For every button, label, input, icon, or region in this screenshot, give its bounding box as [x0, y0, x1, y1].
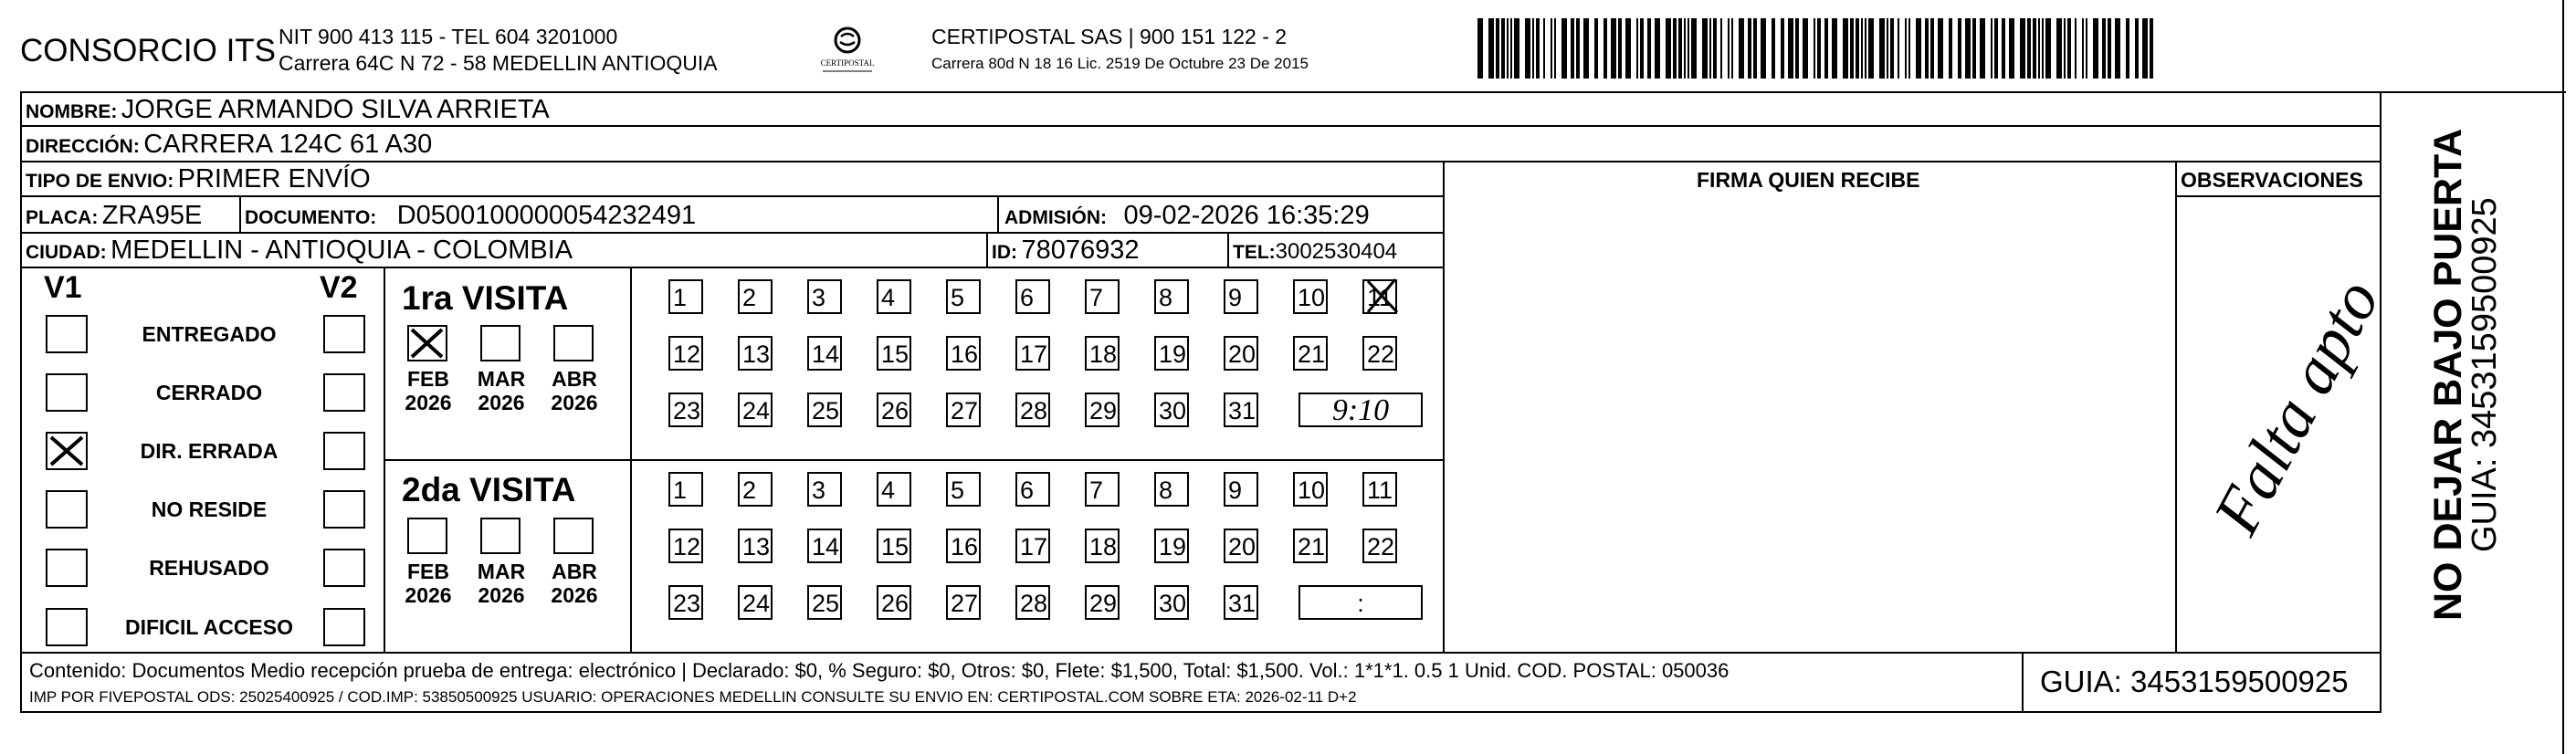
v2-checkbox[interactable] [323, 432, 365, 470]
visit1-day-13[interactable]: 13 [738, 336, 773, 371]
status-option-label: NO RESIDE [151, 497, 268, 521]
visit1-day-5[interactable]: 5 [946, 279, 981, 314]
barcode-bar [2075, 18, 2077, 79]
placa-row [26, 201, 202, 231]
barcode-bar [1879, 18, 1885, 79]
month-name: MAR [477, 560, 526, 583]
placa-value: ZRA95E [101, 201, 203, 230]
barcode-bar [1532, 18, 1534, 79]
month-year: 2026 [405, 583, 452, 607]
admision-value: 09-02-2026 16:35:29 [1123, 201, 1370, 230]
visit1-day-8[interactable]: 8 [1154, 279, 1189, 314]
barcode-bar [1640, 18, 1644, 79]
visit1-day-24[interactable]: 24 [738, 393, 773, 427]
barcode-bar [2064, 18, 2066, 79]
barcode-bar [1772, 18, 1775, 79]
barcode-bar [1814, 18, 1815, 79]
barcode-bar [1496, 18, 1499, 79]
visit2-day-20[interactable]: 20 [1224, 529, 1258, 563]
nombre-value: JORGE ARMANDO SILVA ARRIETA [121, 95, 550, 124]
barcode-bar [1753, 18, 1757, 79]
barcode-bar [1731, 18, 1733, 79]
documento-label: DOCUMENTO: [245, 207, 377, 228]
barcode-bar [1618, 18, 1622, 79]
id-value: 78076932 [1021, 236, 1140, 265]
tel-value: 3002530404 [1275, 239, 1398, 264]
barcode [1477, 18, 2155, 79]
documento-value: D0500100000054232491 [396, 201, 697, 230]
visit1-time-field[interactable]: 9:10 [1299, 393, 1423, 427]
barcode-bar [1739, 18, 1744, 79]
visit2-month-checkbox[interactable] [553, 518, 594, 554]
month-name: FEB [407, 560, 449, 583]
tel-row [1233, 239, 1397, 265]
barcode-bar [1748, 18, 1751, 79]
visit2-day-14[interactable]: 14 [807, 529, 842, 563]
status-option-label: DIR. ERRADA [140, 439, 279, 463]
barcode-bar [1536, 18, 1540, 79]
barcode-bar [2042, 18, 2044, 79]
barcode-bar [1702, 18, 1708, 79]
visit1-month-label [396, 367, 460, 414]
barcode-bar [1843, 18, 1848, 79]
status-option-label: DIFICIL ACCESO [124, 615, 293, 639]
barcode-bar [1898, 18, 1899, 79]
barcode-bar [1525, 18, 1530, 79]
visit1-title: 1ra VISITA [402, 279, 569, 317]
visit2-day-31[interactable]: 31 [1224, 585, 1258, 620]
barcode-bar [1861, 18, 1863, 79]
barcode-bar [2045, 18, 2051, 79]
tipo-value: PRIMER ENVÍO [177, 164, 371, 194]
barcode-bar [1781, 18, 1784, 79]
barcode-bar [1594, 18, 1598, 79]
barcode-bar [1958, 18, 1961, 79]
visit1-day-28[interactable]: 28 [1015, 393, 1050, 427]
id-row [992, 236, 1139, 266]
v1-checkbox[interactable] [46, 373, 88, 412]
form-main-border [20, 91, 2381, 713]
barcode-bar [1991, 18, 1992, 79]
barcode-bar [1824, 18, 1828, 79]
month-year: 2026 [551, 583, 598, 607]
visit2-day-19[interactable]: 19 [1154, 529, 1189, 563]
barcode-bar [1678, 18, 1682, 79]
barcode-bar [2093, 18, 2098, 79]
barcode-bar [2038, 18, 2040, 79]
visit2-month-label [396, 560, 460, 607]
barcode-bar [2033, 18, 2036, 79]
barcode-bar [2082, 18, 2084, 79]
visit1-day-4[interactable]: 4 [877, 279, 911, 314]
observaciones-label: OBSERVACIONES [2181, 168, 2363, 192]
v2-label: V2 [320, 270, 358, 305]
visit2-day-4[interactable]: 4 [877, 472, 911, 507]
v2-checkbox[interactable] [323, 490, 365, 529]
barcode-bar [1856, 18, 1859, 79]
visit2-day-17[interactable]: 17 [1015, 529, 1050, 563]
month-year: 2026 [405, 391, 452, 414]
barcode-bar [1688, 18, 1689, 79]
visit1-month-checkbox[interactable] [407, 325, 447, 361]
barcode-bar [1554, 18, 1556, 79]
visit1-day-16[interactable]: 16 [946, 336, 981, 371]
barcode-bar [1916, 18, 1921, 79]
placa-label: PLACA: [26, 207, 99, 228]
visit2-day-28[interactable]: 28 [1015, 585, 1050, 620]
visit1-day-27[interactable]: 27 [946, 393, 981, 427]
barcode-bar [1666, 18, 1671, 79]
company-name: CONSORCIO ITS [20, 33, 277, 68]
visit2-month-checkbox[interactable] [407, 518, 447, 554]
visit2-day-23[interactable]: 23 [668, 585, 703, 620]
barcode-bar [1571, 18, 1574, 79]
ciudad-label: CIUDAD: [26, 242, 107, 263]
month-name: FEB [407, 367, 449, 391]
visit2-day-10[interactable]: 10 [1293, 472, 1328, 507]
certipostal-address: Carrera 80d N 18 16 Lic. 2519 De Octubre 23 De 2015 [931, 55, 1309, 72]
v2-checkbox[interactable] [323, 549, 365, 587]
month-year: 2026 [551, 391, 598, 414]
visit2-month-label [469, 560, 533, 607]
status-option-label: ENTREGADO [142, 322, 277, 346]
status-option-label: CERRADO [155, 381, 263, 404]
visit2-day-13[interactable]: 13 [738, 529, 773, 563]
footer-content: Contenido: Documentos Medio recepción prueba de entrega: electrónico | Declarado: $0, % Seguro: $0, Otros: $0, Flete: $1,500, Total: $1,500. Vol.: 1*1*1. 0.5 1 Unid. COD. POSTAL: 050036 [29, 659, 1730, 682]
barcode-bar [1887, 18, 1888, 79]
company-address: Carrera 64C N 72 - 58 MEDELLIN ANTIOQUIA [279, 51, 718, 75]
tipo-row [26, 164, 371, 194]
visit2-day-25[interactable]: 25 [807, 585, 842, 620]
barcode-bar [2115, 18, 2120, 79]
v2-checkbox[interactable] [323, 373, 365, 412]
visit1-day-26[interactable]: 26 [877, 393, 911, 427]
visit1-day-30[interactable]: 30 [1154, 393, 1189, 427]
visit1-day-17[interactable]: 17 [1015, 336, 1050, 371]
visit2-day-9[interactable]: 9 [1224, 472, 1258, 507]
month-year: 2026 [478, 583, 525, 607]
visit1-day-25[interactable]: 25 [807, 393, 842, 427]
barcode-bar [1817, 18, 1821, 79]
observation-text: Falta apto [2199, 267, 2393, 546]
barcode-bar [1728, 18, 1730, 79]
visit1-day-22[interactable]: 22 [1362, 336, 1397, 371]
visit2-day-24[interactable]: 24 [738, 585, 773, 620]
barcode-bar [1905, 18, 1907, 79]
visit2-day-1[interactable]: 1 [668, 472, 703, 507]
visit1-day-21[interactable]: 21 [1293, 336, 1328, 371]
visit1-day-6[interactable]: 6 [1015, 279, 1050, 314]
barcode-bar [1647, 18, 1651, 79]
barcode-bar [2142, 18, 2148, 79]
barcode-bar [1850, 18, 1854, 79]
company-nit: NIT 900 413 115 - TEL 604 3201000 [279, 25, 618, 48]
visit1-day-11[interactable]: 11 [1362, 279, 1397, 314]
barcode-bar [1583, 18, 1589, 79]
visit1-day-9[interactable]: 9 [1224, 279, 1258, 314]
visit2-day-26[interactable]: 26 [877, 585, 911, 620]
visit1-day-31[interactable]: 31 [1224, 393, 1258, 427]
visit1-month-label [469, 367, 533, 414]
ciudad-row [26, 236, 573, 266]
barcode-bar [2108, 18, 2111, 79]
barcode-bar [1501, 18, 1505, 79]
visit2-day-15[interactable]: 15 [877, 529, 911, 563]
visit1-day-12[interactable]: 12 [668, 336, 703, 371]
status-option-label: REHUSADO [149, 556, 269, 580]
month-name: ABR [552, 560, 597, 583]
barcode-bar [2150, 18, 2153, 79]
v1-checkbox[interactable] [46, 608, 88, 646]
month-name: ABR [552, 367, 597, 391]
barcode-bar [1949, 18, 1952, 79]
visit1-day-15[interactable]: 15 [877, 336, 911, 371]
barcode-bar [1788, 18, 1793, 79]
barcode-bar [1720, 18, 1722, 79]
visit2-day-27[interactable]: 27 [946, 585, 981, 620]
barcode-bar [2002, 18, 2005, 79]
barcode-bar [1713, 18, 1717, 79]
visit1-day-20[interactable]: 20 [1224, 336, 1258, 371]
visit1-day-2[interactable]: 2 [738, 279, 773, 314]
barcode-bar [1908, 18, 1910, 79]
barcode-bar [1611, 18, 1616, 79]
visit1-day-19[interactable]: 19 [1154, 336, 1189, 371]
visit2-day-7[interactable]: 7 [1085, 472, 1120, 507]
barcode-bar [1655, 18, 1660, 79]
barcode-bar [2027, 18, 2031, 79]
v1-checkbox[interactable] [46, 315, 88, 353]
barcode-bar [2020, 18, 2025, 79]
v1-label: V1 [44, 270, 82, 305]
documento-row [245, 201, 696, 231]
admision-label: ADMISIÓN: [1004, 207, 1107, 228]
side-guia: GUIA: 3453159500925 [2466, 197, 2504, 552]
visit2-time-field[interactable]: : [1299, 585, 1423, 620]
visit2-day-6[interactable]: 6 [1015, 472, 1050, 507]
visit1-day-1[interactable]: 1 [668, 279, 703, 314]
v1-checkbox[interactable] [46, 432, 88, 470]
firma-label: FIRMA QUIEN RECIBE [1697, 168, 1920, 192]
v1-checkbox[interactable] [46, 490, 88, 529]
barcode-bar [2102, 18, 2106, 79]
month-name: MAR [477, 367, 526, 391]
barcode-bar [1709, 18, 1711, 79]
visit2-day-29[interactable]: 29 [1085, 585, 1120, 620]
visit1-day-3[interactable]: 3 [807, 279, 842, 314]
nombre-label: NOMBRE: [26, 101, 118, 122]
visit1-month-checkbox[interactable] [553, 325, 594, 361]
visit2-day-18[interactable]: 18 [1085, 529, 1120, 563]
nombre-row [26, 95, 550, 125]
barcode-bar [2009, 18, 2014, 79]
barcode-bar [1603, 18, 1607, 79]
visit2-month-checkbox[interactable] [480, 518, 520, 554]
barcode-bar [1980, 18, 1985, 79]
barcode-bar [1972, 18, 1976, 79]
barcode-bar [1625, 18, 1631, 79]
tipo-label: TIPO DE ENVIO: [26, 171, 174, 192]
barcode-bar [1684, 18, 1686, 79]
visit1-day-29[interactable]: 29 [1085, 393, 1120, 427]
visit1-month-label [542, 367, 606, 414]
barcode-bar [2067, 18, 2071, 79]
barcode-bar [1994, 18, 1998, 79]
barcode-bar [1832, 18, 1837, 79]
barcode-bar [1576, 18, 1580, 79]
direccion-row [26, 130, 432, 160]
visit2-day-8[interactable]: 8 [1154, 472, 1189, 507]
tel-label: TEL: [1233, 242, 1276, 263]
barcode-bar [1673, 18, 1677, 79]
visit2-day-11[interactable]: 11 [1362, 472, 1397, 507]
barcode-bar [1925, 18, 1929, 79]
visit2-day-30[interactable]: 30 [1154, 585, 1189, 620]
barcode-bar [1865, 18, 1866, 79]
visit2-day-12[interactable]: 12 [668, 529, 703, 563]
logo-text: CERTIPOSTAL [820, 58, 875, 68]
visit2-day-22[interactable]: 22 [1362, 529, 1397, 563]
visit1-month-checkbox[interactable] [480, 325, 520, 361]
visit1-day-18[interactable]: 18 [1085, 336, 1120, 371]
barcode-bar [1477, 18, 1483, 79]
month-year: 2026 [478, 391, 525, 414]
barcode-bar [1938, 18, 1943, 79]
barcode-bar [2086, 18, 2087, 79]
v2-checkbox[interactable] [323, 608, 365, 646]
barcode-bar [1691, 18, 1697, 79]
barcode-bar [1507, 18, 1509, 79]
visit2-title: 2da VISITA [402, 471, 576, 508]
visit1-day-10[interactable]: 10 [1293, 279, 1328, 314]
barcode-bar [1795, 18, 1799, 79]
barcode-bar [2126, 18, 2129, 79]
barcode-bar [1543, 18, 1545, 79]
barcode-bar [1514, 18, 1519, 79]
barcode-bar [1636, 18, 1638, 79]
certipostal-logo-icon [815, 26, 879, 77]
v2-checkbox[interactable] [323, 315, 365, 353]
barcode-bar [1890, 18, 1894, 79]
v1-checkbox[interactable] [46, 549, 88, 587]
visit2-month-label [542, 560, 606, 607]
visit2-day-5[interactable]: 5 [946, 472, 981, 507]
barcode-bar [1510, 18, 1512, 79]
visit1-day-7[interactable]: 7 [1085, 279, 1120, 314]
barcode-bar [1803, 18, 1808, 79]
admision-row [1004, 201, 1370, 231]
barcode-bar [1488, 18, 1494, 79]
ciudad-value: MEDELLIN - ANTIOQUIA - COLOMBIA [110, 236, 573, 265]
direccion-label: DIRECCIÓN: [26, 136, 140, 157]
id-label: ID: [992, 242, 1017, 263]
barcode-bar [2056, 18, 2062, 79]
side-warning: NO DEJAR BAJO PUERTA [2426, 128, 2470, 621]
footer-guia: GUIA: 3453159500925 [2040, 665, 2349, 698]
barcode-bar [1761, 18, 1766, 79]
visit2-day-21[interactable]: 21 [1293, 529, 1328, 563]
barcode-bar [1868, 18, 1874, 79]
barcode-bar [2135, 18, 2139, 79]
visit2-day-16[interactable]: 16 [946, 529, 981, 563]
direccion-value: CARRERA 124C 61 A30 [143, 130, 433, 159]
footer-print-info: IMP POR FIVEPOSTAL ODS: 25025400925 / COD.IMP: 53850500925 USUARIO: OPERACIONES MEDELLIN CONSULTE SU ENVIO EN: CERTIPOSTAL.COM SOBRE ETA: 2026-02-11 D+2 [29, 688, 1357, 706]
barcode-bar [1551, 18, 1552, 79]
barcode-bar [1930, 18, 1934, 79]
visit1-day-14[interactable]: 14 [807, 336, 842, 371]
visit2-day-3[interactable]: 3 [807, 472, 842, 507]
barcode-bar [1561, 18, 1567, 79]
visit1-day-23[interactable]: 23 [668, 393, 703, 427]
observation-handwriting [2187, 267, 2393, 584]
visit2-day-2[interactable]: 2 [738, 472, 773, 507]
barcode-bar [1965, 18, 1971, 79]
certipostal-info: CERTIPOSTAL SAS | 900 151 122 - 2 [931, 25, 1288, 48]
